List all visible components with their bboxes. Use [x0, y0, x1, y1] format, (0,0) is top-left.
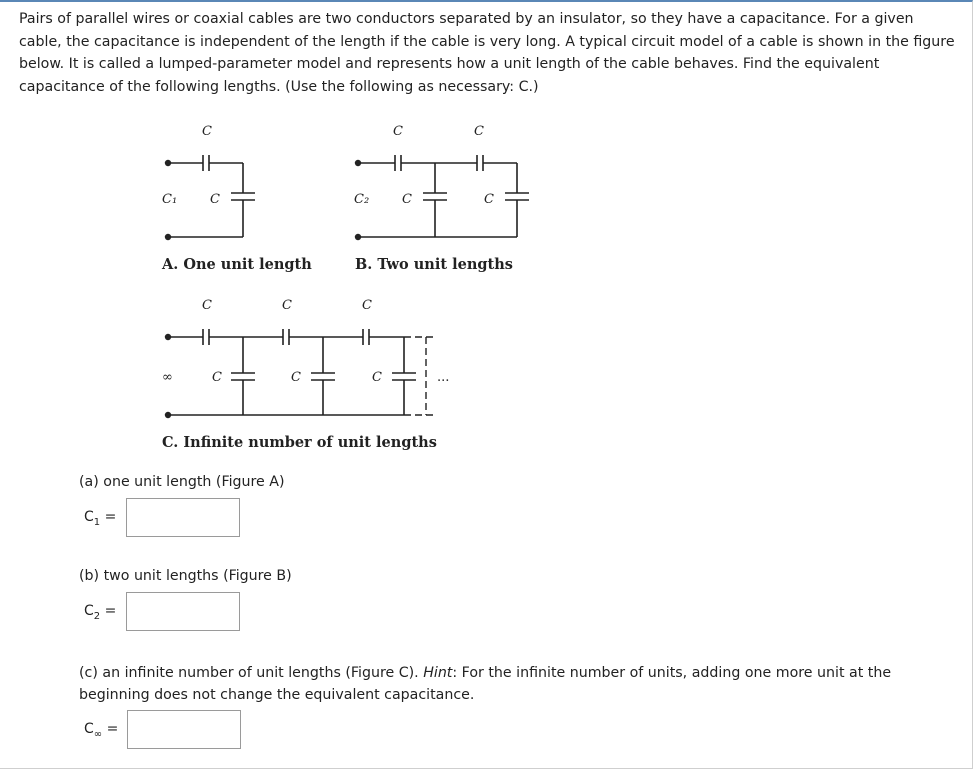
cap-label: C: [212, 370, 222, 385]
c1-variable: $C_1$ =: [84, 509, 117, 528]
cap-label: C: [202, 298, 212, 313]
cap-label: C: [474, 124, 484, 139]
circuit-figure: [140, 113, 560, 458]
c1-label: C₁: [162, 192, 178, 207]
c2-label: C₂: [354, 192, 370, 207]
cap-label: C: [210, 192, 220, 207]
cap-label: C: [372, 370, 382, 385]
cap-label: C: [393, 124, 403, 139]
cap-label: C: [202, 124, 212, 139]
part-c-label: (c) an infinite number of unit lengths (Figure C). Hint: For the infinite number of units, adding one more unit at the beginning does not change the equivalent capacitance.: [79, 665, 892, 703]
part-b-label: (b) two unit lengths (Figure B): [79, 568, 292, 584]
c1-answer-input[interactable]: [126, 498, 240, 537]
cinf-answer-input[interactable]: [127, 710, 241, 749]
c2-answer-input[interactable]: [126, 592, 240, 631]
cap-label: C: [484, 192, 494, 207]
cinf-variable: $C_\infty$ =: [84, 721, 119, 740]
infinity-label: ∞: [162, 370, 173, 385]
figure-c-title: C. Infinite number of unit lengths: [162, 434, 437, 451]
figure-b-title: B. Two unit lengths: [355, 256, 513, 273]
problem-statement: Pairs of parallel wires or coaxial cables are two conductors separated by an insulator, so they have a capacitance. For a given cable, the capacitance is independent of the length if the cable is very long. A typical circuit model of a cable is shown in the figure below. It is called a lumped-parameter model and represents how a unit length of the cable behaves. Find the equivalent capacitance of the following lengths. (Use the following as necessary: C.): [19, 11, 955, 95]
ellipsis-label: ...: [437, 370, 450, 385]
part-a-label: (a) one unit length (Figure A): [79, 474, 285, 490]
c2-variable: $C_2$ =: [84, 603, 117, 622]
cap-label: C: [291, 370, 301, 385]
cap-label: C: [282, 298, 292, 313]
figure-a-title: A. One unit length: [162, 256, 312, 273]
circuit-diagrams: [140, 113, 560, 458]
cap-label: C: [402, 192, 412, 207]
cap-label: C: [362, 298, 372, 313]
